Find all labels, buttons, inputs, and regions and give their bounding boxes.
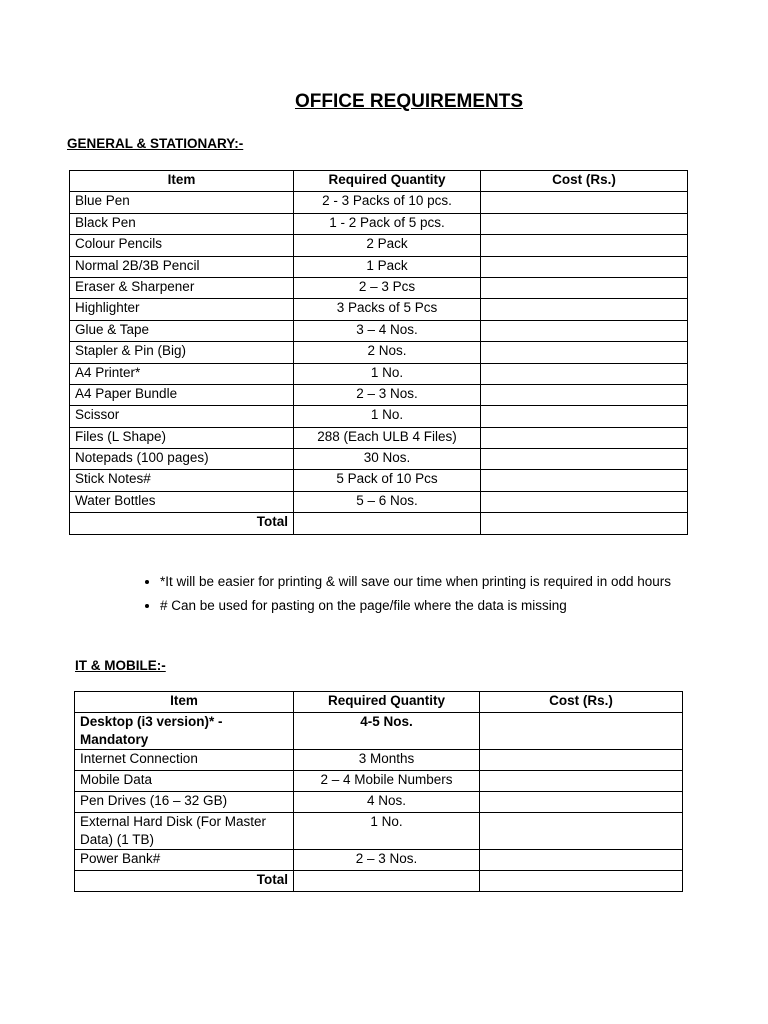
column-header-item: Item (70, 171, 294, 192)
cell-quantity: 1 No. (294, 813, 480, 850)
cell-cost (481, 277, 688, 298)
cell-quantity: 2 - 3 Packs of 10 pcs. (294, 192, 481, 213)
cell-item: Blue Pen (70, 192, 294, 213)
cell-item: A4 Paper Bundle (70, 384, 294, 405)
cell-quantity: 1 - 2 Pack of 5 pcs. (294, 213, 481, 234)
cell-item: Stapler & Pin (Big) (70, 342, 294, 363)
table-row (70, 449, 688, 470)
cell-cost (481, 235, 688, 256)
cell-cost (480, 813, 683, 850)
cell-quantity: 4 Nos. (294, 792, 480, 813)
general-stationary-table (69, 170, 688, 535)
cell-quantity: 2 – 3 Nos. (294, 384, 481, 405)
table-row (75, 713, 683, 750)
cell-quantity: 1 No. (294, 363, 481, 384)
cell-cost (481, 299, 688, 320)
cell-item: Mobile Data (75, 771, 294, 792)
table-row (70, 213, 688, 234)
cell-quantity: 30 Nos. (294, 449, 481, 470)
cell-cost (480, 713, 683, 750)
cell-quantity: 288 (Each ULB 4 Files) (294, 427, 481, 448)
section-heading-it: IT & MOBILE:- (75, 658, 166, 673)
cell-item: Files (L Shape) (70, 427, 294, 448)
section-heading-general: GENERAL & STATIONARY:- (67, 136, 244, 151)
cell-cost (481, 427, 688, 448)
table-row (70, 363, 688, 384)
column-header-cost: Cost (Rs.) (481, 171, 688, 192)
cell-quantity: 2 – 4 Mobile Numbers (294, 771, 480, 792)
cell-cost (481, 449, 688, 470)
cell-quantity: 1 Pack (294, 256, 481, 277)
cell-item: Water Bottles (70, 491, 294, 512)
cell-item: Desktop (i3 version)* - Mandatory (75, 713, 294, 750)
cell-item: Power Bank# (75, 850, 294, 871)
table-header-row (70, 171, 688, 192)
table-row (75, 771, 683, 792)
cell-item: Colour Pencils (70, 235, 294, 256)
cell-quantity: 3 – 4 Nos. (294, 320, 481, 341)
cell-item: Internet Connection (75, 750, 294, 771)
cell-cost (481, 213, 688, 234)
table-row (70, 299, 688, 320)
table-row (70, 235, 688, 256)
table-row (75, 750, 683, 771)
cell-cost (481, 342, 688, 363)
table-row (75, 813, 683, 850)
notes-list (135, 570, 720, 618)
cell-cost (481, 470, 688, 491)
total-label: Total (70, 513, 294, 534)
cell-cost (480, 792, 683, 813)
cell-cost (481, 363, 688, 384)
column-header-item: Item (75, 692, 294, 713)
total-cost-cell (480, 871, 683, 892)
table-row (70, 470, 688, 491)
cell-item: Notepads (100 pages) (70, 449, 294, 470)
table-row (70, 320, 688, 341)
total-row (75, 871, 683, 892)
total-row (70, 513, 688, 534)
table-row (70, 491, 688, 512)
cell-item: Pen Drives (16 – 32 GB) (75, 792, 294, 813)
table-row (70, 384, 688, 405)
total-cost-cell (481, 513, 688, 534)
column-header-quantity: Required Quantity (294, 171, 481, 192)
total-quantity-cell (294, 871, 480, 892)
table-row (70, 192, 688, 213)
cell-cost (480, 771, 683, 792)
page-title: OFFICE REQUIREMENTS (294, 91, 523, 112)
cell-cost (480, 850, 683, 871)
table-row (70, 406, 688, 427)
table-row (70, 427, 688, 448)
cell-quantity: 5 Pack of 10 Pcs (294, 470, 481, 491)
it-mobile-table (74, 691, 683, 892)
cell-item: Stick Notes# (70, 470, 294, 491)
total-quantity-cell (294, 513, 481, 534)
cell-item: Glue & Tape (70, 320, 294, 341)
cell-cost (481, 406, 688, 427)
cell-item: Black Pen (70, 213, 294, 234)
cell-cost (481, 320, 688, 341)
cell-item: External Hard Disk (For Master Data) (1 TB) (75, 813, 294, 850)
cell-quantity: 1 No. (294, 406, 481, 427)
cell-quantity: 3 Months (294, 750, 480, 771)
cell-quantity: 2 Nos. (294, 342, 481, 363)
cell-item: Highlighter (70, 299, 294, 320)
note-stick-notes: • # Can be used for pasting on the page/file where the data is missing (160, 594, 720, 618)
cell-cost (480, 750, 683, 771)
cell-quantity: 2 – 3 Nos. (294, 850, 480, 871)
cell-cost (481, 192, 688, 213)
cell-cost (481, 256, 688, 277)
cell-cost (481, 491, 688, 512)
table-header-row (75, 692, 683, 713)
column-header-quantity: Required Quantity (294, 692, 480, 713)
cell-cost (481, 384, 688, 405)
column-header-cost: Cost (Rs.) (480, 692, 683, 713)
cell-quantity: 2 Pack (294, 235, 481, 256)
cell-item: Normal 2B/3B Pencil (70, 256, 294, 277)
cell-quantity: 2 – 3 Pcs (294, 277, 481, 298)
table-row (70, 342, 688, 363)
cell-item: Eraser & Sharpener (70, 277, 294, 298)
cell-item: A4 Printer* (70, 363, 294, 384)
table-row (70, 256, 688, 277)
table-row (70, 277, 688, 298)
note-printer: • *It will be easier for printing & will save our time when printing is required in odd hours (160, 570, 720, 594)
cell-item: Scissor (70, 406, 294, 427)
total-label: Total (75, 871, 294, 892)
cell-quantity: 5 – 6 Nos. (294, 491, 481, 512)
cell-quantity: 4-5 Nos. (294, 713, 480, 750)
table-row (75, 792, 683, 813)
table-row (75, 850, 683, 871)
cell-quantity: 3 Packs of 5 Pcs (294, 299, 481, 320)
